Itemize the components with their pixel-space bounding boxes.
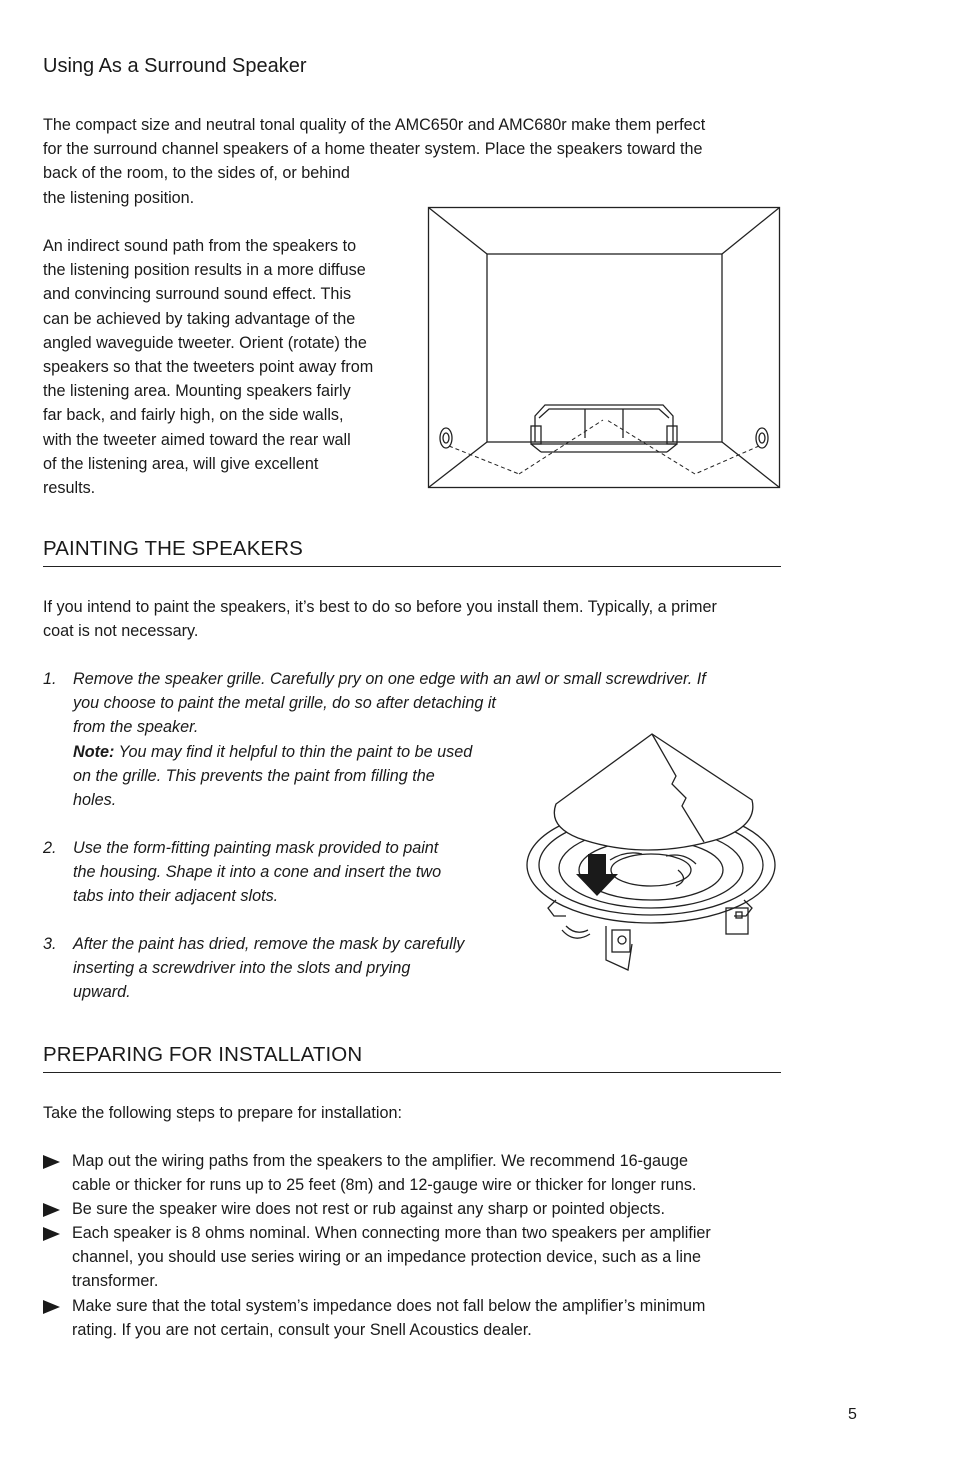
preparing-intro: Take the following steps to prepare for installation:	[43, 1104, 403, 1122]
text-line: the listening area. Mounting speakers fairly	[43, 382, 351, 401]
text-line: you choose to paint the metal grille, do so after detaching it	[73, 694, 496, 713]
surround-paragraph-1	[43, 113, 783, 210]
section-divider	[43, 1072, 781, 1073]
text-line: Use the form-fitting painting mask provided to paint	[73, 839, 439, 857]
text-line: coat is not necessary.	[43, 622, 199, 641]
text-line: speakers so that the tweeters point away from	[43, 358, 374, 377]
text-line: Map out the wiring paths from the speakers to the amplifier. We recommend 16-gauge	[72, 1152, 689, 1170]
text-line: cable or thicker for runs up to 25 feet (8m) and 12-gauge wire or thicker for longer runs.	[72, 1176, 697, 1195]
text-line: can be achieved by taking advantage of the	[43, 309, 356, 328]
bullet-arrow-icon	[43, 1203, 60, 1217]
text-line: holes.	[73, 791, 117, 810]
surround-paragraph-2	[43, 234, 413, 500]
text-line: After the paint has dried, remove the mask by carefully	[73, 935, 465, 953]
text-line: rating. If you are not certain, consult your Snell Acoustics dealer.	[72, 1321, 532, 1340]
painting-mask-speaker-illustration	[526, 730, 780, 975]
section-heading-painting: PAINTING THE SPEAKERS	[43, 537, 303, 560]
section-heading-surround: Using As a Surround Speaker	[43, 55, 307, 77]
text-line: Make sure that the total system’s impedance does not fall below the amplifier’s minimum	[72, 1297, 706, 1315]
section-divider	[43, 566, 781, 567]
text-line: from the speaker.	[73, 718, 199, 737]
note-label: Note:	[73, 742, 115, 761]
text-line: An indirect sound path from the speakers to	[43, 237, 357, 255]
text-line: far back, and fairly high, on the side walls,	[43, 406, 344, 425]
text-line: Remove the speaker grille. Carefully pry on one edge with an awl or small screwdriver. If	[73, 670, 706, 688]
text-line: upward.	[73, 983, 131, 1002]
painting-intro	[43, 595, 783, 643]
text-line: and convincing surround sound effect. This	[43, 285, 352, 304]
step-number: 3.	[43, 935, 57, 953]
text-line: the listening position results in a more diffuse	[43, 261, 366, 280]
text-line: transformer.	[72, 1272, 159, 1291]
text-line: channel, you should use series wiring or an impedance protection device, such as a line	[72, 1248, 701, 1267]
text-line: angled waveguide tweeter. Orient (rotate) the	[43, 333, 367, 352]
text-line: the listening position.	[43, 188, 195, 207]
step-number: 2.	[43, 839, 57, 857]
page-number: 5	[848, 1406, 857, 1423]
text-line: Be sure the speaker wire does not rest or rub against any sharp or pointed objects.	[72, 1200, 665, 1218]
section-heading-preparing: PREPARING FOR INSTALLATION	[43, 1043, 363, 1066]
bullet-arrow-icon	[43, 1155, 60, 1169]
text-line: tabs into their adjacent slots.	[73, 887, 279, 906]
bullet-arrow-icon	[43, 1300, 60, 1314]
text-line: The compact size and neutral tonal quality of the AMC650r and AMC680r make them perfect	[43, 116, 706, 134]
text-line: results.	[43, 479, 96, 498]
text-line: the housing. Shape it into a cone and insert the two	[73, 863, 442, 882]
note-text: You may find it helpful to thin the paint to be used	[114, 742, 473, 761]
bullet-arrow-icon	[43, 1227, 60, 1241]
room-speaker-placement-illustration	[427, 206, 781, 490]
text-line: for the surround channel speakers of a home theater system. Place the speakers toward the	[43, 140, 703, 159]
text-line: inserting a screwdriver into the slots and prying	[73, 959, 411, 978]
text-line: If you intend to paint the speakers, it’s best to do so before you install them. Typically, a primer	[43, 598, 717, 616]
text-line: of the listening area, will give excellent	[43, 454, 319, 473]
text-line: on the grille. This prevents the paint from filling the	[73, 766, 435, 785]
step-number: 1.	[43, 670, 57, 688]
text-line: back of the room, to the sides of, or behind	[43, 164, 350, 183]
text-line: Each speaker is 8 ohms nominal. When connecting more than two speakers per amplifier	[72, 1224, 711, 1242]
text-line: with the tweeter aimed toward the rear wall	[43, 430, 351, 449]
